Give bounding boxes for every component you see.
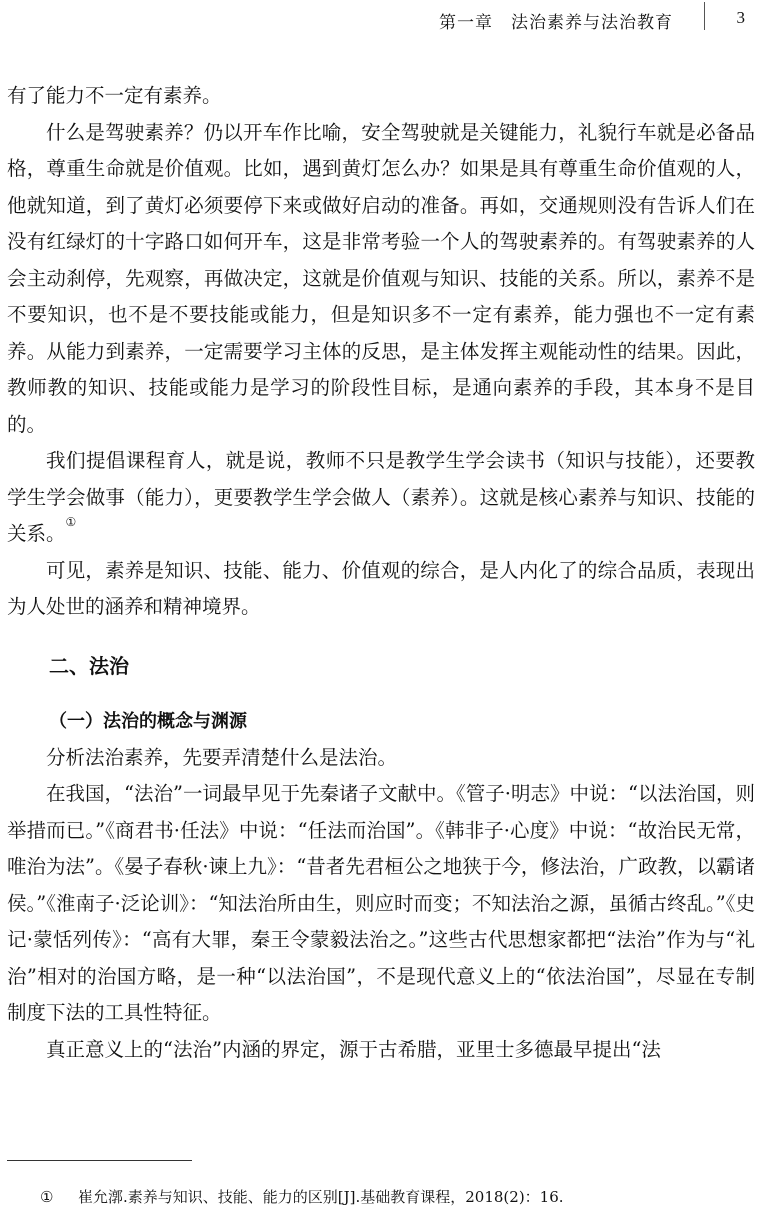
page-body <box>7 78 755 1068</box>
paragraph: 什么是驾驶素养？仍以开车作比喻，安全驾驶就是关键能力，礼貌行车就是必备品格，尊重生命就是价值观。比如，遇到黄灯怎么办？如果是具有尊重生命价值观的人，他就知道，到了黄灯必须要停下来或做好启动的准备。再如，交通规则没有告诉人们在没有红绿灯的十字路口如何开车，这是非常考验一个人的驾驶素养的。有驾驶素养的人会主动刹停，先观察，再做决定，这就是价值观与知识、技能的关系。所以，素养不是不要知识，也不是不要技能或能力，但是知识多不一定有素养，能力强也不一定有素养。从能力到素养，一定需要学习主体的反思，是主体发挥主观能动性的结果。因此，教师教的知识、技能或能力是学习的阶段性目标，是通向素养的手段，其本身不是目的。 <box>7 120 755 436</box>
paragraph: 可见，素养是知识、技能、能力、价值观的综合，是人内化了的综合品质，表现出为人处世的涵养和精神境界。 <box>7 558 755 618</box>
paragraph <box>7 443 755 553</box>
footnote-divider <box>7 1160 192 1161</box>
footnote <box>40 1186 564 1207</box>
header-divider <box>704 2 705 30</box>
page-number: 3 <box>736 8 745 27</box>
footnote-text: 崔允漷.素养与知识、技能、能力的区别[J].基础教育课程，2018(2)：16. <box>78 1188 564 1206</box>
paragraph: 真正意义上的“法治”内涵的界定，源于古希腊，亚里士多德最早提出“法 <box>46 1037 661 1061</box>
section-heading: 二、法治 <box>49 653 129 678</box>
paragraph: 有了能力不一定有素养。 <box>7 84 222 107</box>
paragraph-text: 我们提倡课程育人，就是说，教师不只是教学生学会读书（知识与技能），还要教学生学会做事（能力），更要教学生学会做人（素养）。这就是核心素养与知识、技能的关系。 <box>7 449 755 545</box>
running-title: 第一章 法治素养与法治教育 <box>439 13 673 33</box>
footnote-reference[interactable]: ① <box>65 515 77 529</box>
subsection-heading: （一）法治的概念与渊源 <box>49 710 247 732</box>
page-header <box>0 0 769 40</box>
paragraph: 分析法治素养，先要弄清楚什么是法治。 <box>46 745 398 769</box>
paragraph: 在我国，“法治”一词最早见于先秦诸子文献中。《管子·明志》中说：“以法治国，则举措而已。”《商君书·任法》中说：“任法而治国”。《韩非子·心度》中说：“故治民无常，唯治为法”。《晏子春秋·谏上九》：“昔者先君桓公之地狭于今，修法治，广政教，以霸诸侯。”《淮南子·泛论训》：“知法治所由生，则应时而变；不知法治之源，虽循古终乱。”《史记·蒙恬列传》：“高有大罪，秦王令蒙毅法治之。”这些古代思想家都把“法治”作为与“礼治”相对的治国方略，是一种“以法治国”，不是现代意义上的“依法治国”，尽显在专制制度下法的工具性特征。 <box>7 782 755 1024</box>
footnote-number: ① <box>40 1188 54 1206</box>
